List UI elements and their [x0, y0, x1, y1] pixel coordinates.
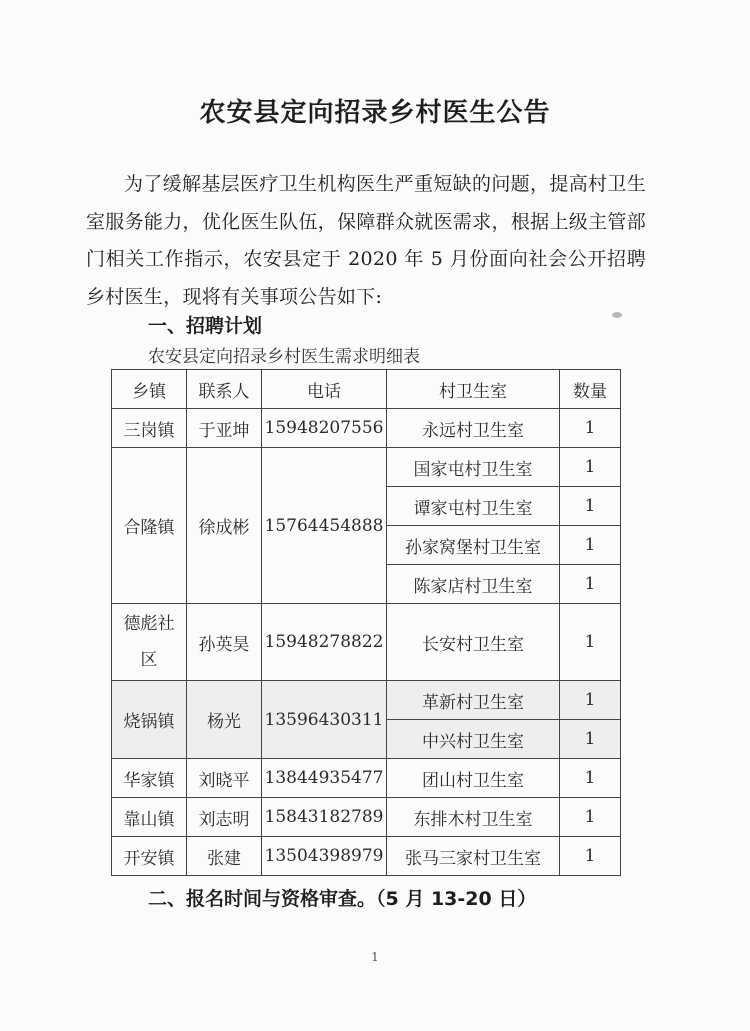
scan-speck	[612, 312, 622, 318]
cell-contact: 孙英昊	[187, 604, 262, 681]
table-row	[112, 448, 621, 487]
cell-phone: 15948207556	[262, 409, 387, 448]
table-row	[112, 409, 621, 448]
header-phone: 电话	[262, 370, 387, 409]
cell-phone: 13596430311	[262, 681, 387, 759]
cell-phone: 15764454888	[262, 448, 387, 604]
cell-clinic: 长安村卫生室	[387, 604, 560, 681]
cell-count: 1	[560, 526, 621, 565]
page-number: 1	[371, 950, 379, 964]
page-title: 农安县定向招录乡村医生公告	[199, 98, 551, 128]
cell-town: 靠山镇	[112, 798, 187, 837]
cell-clinic: 东排木村卫生室	[387, 798, 560, 837]
cell-count: 1	[560, 720, 621, 759]
section-heading-plan: 一、招聘计划	[148, 315, 263, 337]
cell-count: 1	[560, 681, 621, 720]
cell-clinic: 中兴村卫生室	[387, 720, 560, 759]
cell-contact: 刘晓平	[187, 759, 262, 798]
cell-count: 1	[560, 837, 621, 876]
section-heading-registration: 二、报名时间与资格审查。（5 月 13-20 日）	[148, 888, 537, 910]
cell-count: 1	[560, 448, 621, 487]
cell-clinic: 革新村卫生室	[387, 681, 560, 720]
cell-town: 合隆镇	[112, 448, 187, 604]
cell-phone: 13844935477	[262, 759, 387, 798]
cell-count: 1	[560, 487, 621, 526]
cell-count: 1	[560, 565, 621, 604]
cell-town: 三岗镇	[112, 409, 187, 448]
cell-clinic: 孙家窝堡村卫生室	[387, 526, 560, 565]
intro-paragraph: 为了缓解基层医疗卫生机构医生严重短缺的问题，提高村卫生室服务能力，优化医生队伍，保障群众就医需求，根据上级主管部门相关工作指示，农安县定于 2020 年 5 月份面向社会公开招聘乡村医生，现将有关事项公告如下:	[86, 173, 646, 308]
table-row	[112, 798, 621, 837]
cell-clinic: 永远村卫生室	[387, 409, 560, 448]
cell-phone: 13504398979	[262, 837, 387, 876]
cell-town-text: 德彪社区	[123, 614, 175, 670]
recruitment-table	[111, 369, 621, 876]
cell-town: 烧锅镇	[112, 681, 187, 759]
header-count: 数量	[560, 370, 621, 409]
table-row	[112, 681, 621, 720]
cell-count: 1	[560, 798, 621, 837]
cell-contact: 杨光	[187, 681, 262, 759]
cell-count: 1	[560, 409, 621, 448]
cell-clinic: 团山村卫生室	[387, 759, 560, 798]
cell-phone: 15948278822	[262, 604, 387, 681]
cell-count: 1	[560, 604, 621, 681]
cell-phone: 15843182789	[262, 798, 387, 837]
cell-contact: 于亚坤	[187, 409, 262, 448]
table-row	[112, 604, 621, 681]
cell-contact: 徐成彬	[187, 448, 262, 604]
cell-contact: 张建	[187, 837, 262, 876]
table-caption: 农安县定向招录乡村医生需求明细表	[148, 347, 420, 367]
table-row	[112, 837, 621, 876]
cell-clinic: 张马三家村卫生室	[387, 837, 560, 876]
cell-contact: 刘志明	[187, 798, 262, 837]
header-town: 乡镇	[112, 370, 187, 409]
cell-count: 1	[560, 759, 621, 798]
table-row	[112, 759, 621, 798]
cell-town: 华家镇	[112, 759, 187, 798]
cell-clinic: 谭家屯村卫生室	[387, 487, 560, 526]
header-clinic: 村卫生室	[387, 370, 560, 409]
cell-clinic: 陈家店村卫生室	[387, 565, 560, 604]
cell-town: 开安镇	[112, 837, 187, 876]
cell-town	[112, 604, 187, 681]
table-header-row	[112, 370, 621, 409]
header-contact: 联系人	[187, 370, 262, 409]
cell-clinic: 国家屯村卫生室	[387, 448, 560, 487]
